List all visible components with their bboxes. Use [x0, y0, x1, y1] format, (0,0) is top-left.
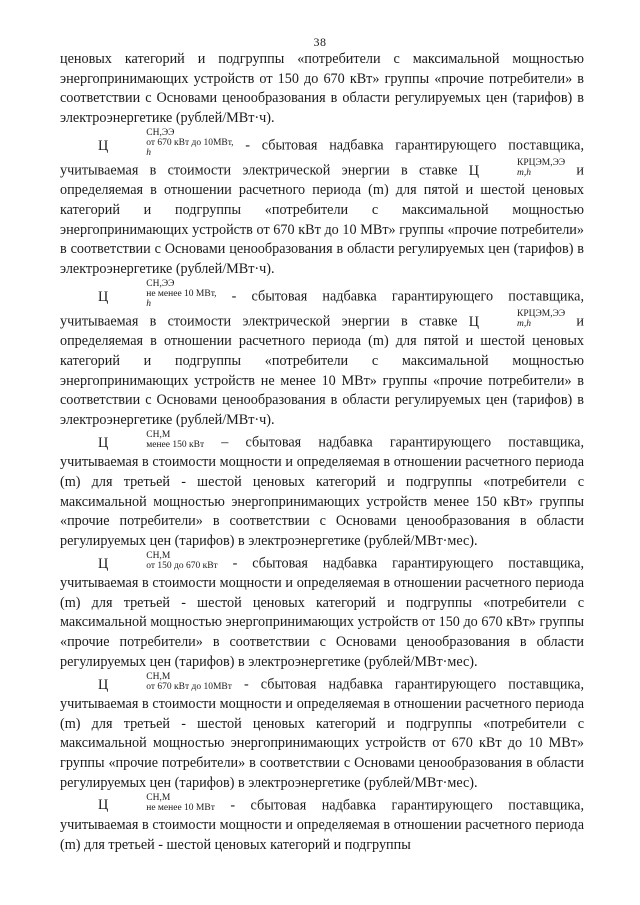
tariff-symbol: Ц СН,М от 150 до 670 кВт — [98, 551, 218, 572]
tariff-symbol: Ц СН,ЭЭ от 670 кВт до 10МВт, h — [98, 128, 234, 159]
reference-symbol: Ц КРЦЭМ,ЭЭ m,h — [468, 309, 566, 330]
tariff-symbol: Ц СН,М менее 150 кВт — [98, 430, 205, 451]
definition-paragraph: Ц СН,М от 670 кВт до 10МВт - сбытовая надбавка гарантирующего поставщика, учитываемая в стоимости мощности и определяемая в отношении расчетного периода (m) для третьей - шестой ценовых категорий и подгруппы «потребители с максимальной мощностью энергопринимающих устройств от 670 кВт до 10 МВт» группы «прочие потребители» в соответствии с Основами ценообразования в области регулируемых цен (тарифов) в электроэнергетике (рублей/МВт·мес). — [60, 672, 584, 791]
definition-paragraph: Ц СН,ЭЭ от 670 кВт до 10МВт, h - сбытовая надбавка гарантирующего поставщика, учитываемая в стоимости электрической энергии в ставке Ц КРЦЭМ,ЭЭ m,h и определяемая в отношении расчетного периода (m) для пятой и шестой ценовых категорий и подгруппы «потребители с максимальной мощностью энергопринимающих устройств от 670 кВт до 10 МВт» группы «прочие потребители» в соответствии с Основами ценообразования в области регулируемых цен (тарифов) в электроэнергетике (рублей/МВт·ч). — [60, 128, 584, 277]
intro-paragraph: ценовых категорий и подгруппы «потребители с максимальной мощностью энергопринимающих устройств от 150 до 670 кВт» группы «прочие потребители» в соответствии с Основами ценообразования в области регулируемых цен (тарифов) в электроэнергетике (рублей/МВт·ч). — [60, 51, 584, 126]
tariff-symbol: Ц СН,М от 670 кВт до 10МВт — [98, 672, 232, 693]
tariff-symbol: Ц СН,М не менее 10 МВт — [98, 793, 215, 814]
reference-symbol: Ц КРЦЭМ,ЭЭ m,h — [468, 158, 566, 179]
document-body — [60, 50, 584, 858]
definition-paragraph: Ц СН,М от 150 до 670 кВт - сбытовая надбавка гарантирующего поставщика, учитываемая в стоимости мощности и определяемая в отношении расчетного периода (m) для третьей - шестой ценовых категорий и подгруппы «потребители с максимальной мощностью энергопринимающих устройств от 150 до 670 кВт» группы «прочие потребители» в соответствии с Основами ценообразования в области регулируемых цен (тарифов) в электроэнергетике (рублей/МВт·мес). — [60, 551, 584, 670]
page-number: 38 — [313, 35, 327, 49]
definition-paragraph: Ц СН,М менее 150 кВт – сбытовая надбавка гарантирующего поставщика, учитываемая в стоимости мощности и определяемая в отношении расчетного периода (m) для третьей - шестой ценовых категорий и подгруппы «потребители с максимальной мощностью энергопринимающих устройств менее 150 кВт» группы «прочие потребители» в соответствии с Основами ценообразования в области регулируемых цен (тарифов) в электроэнергетике (рублей/МВт·мес). — [60, 430, 584, 549]
tariff-symbol: Ц СН,ЭЭ не менее 10 МВт, h — [98, 279, 217, 310]
definition-paragraph: Ц СН,ЭЭ не менее 10 МВт, h - сбытовая надбавка гарантирующего поставщика, учитываемая в стоимости электрической энергии в ставке Ц КРЦЭМ,ЭЭ m,h и определяемая в отношении расчетного периода (m) для пятой и шестой ценовых категорий и подгруппы «потребители с максимальной мощностью энергопринимающих устройств не менее 10 МВт» группы «прочие потребители» в соответствии с Основами ценообразования в области регулируемых цен (тарифов) в электроэнергетике (рублей/МВт·ч). — [60, 279, 584, 428]
definition-paragraph: Ц СН,М не менее 10 МВт - сбытовая надбавка гарантирующего поставщика, учитываемая в стоимости мощности и определяемая в отношении расчетного периода (m) для третьей - шестой ценовых категорий и подгруппы — [60, 793, 584, 853]
